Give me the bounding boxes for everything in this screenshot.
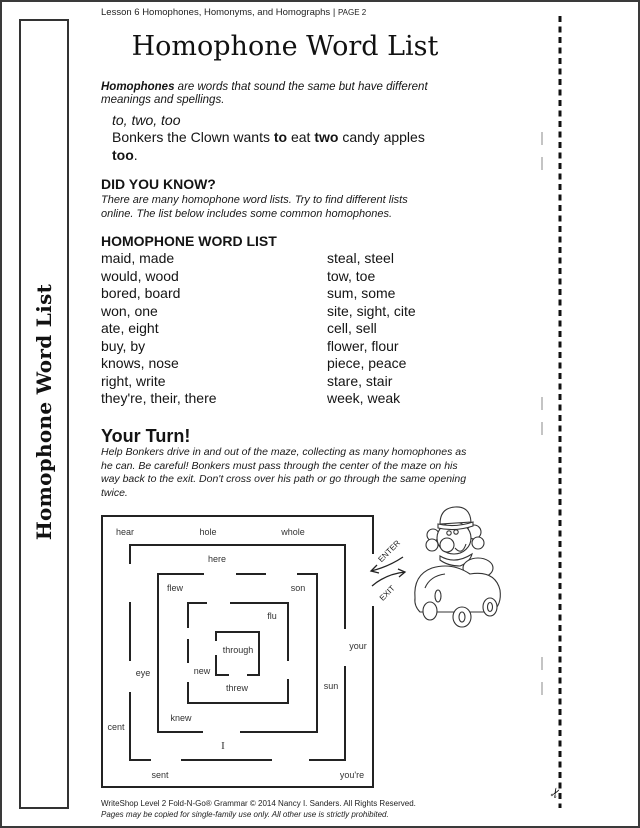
clown-nose: [440, 538, 454, 552]
did-you-know-line: There are many homophone word lists. Try to find different lists: [101, 194, 408, 206]
maze-word: flu: [267, 611, 277, 621]
sentence-bold-word: too: [112, 147, 134, 163]
maze-word: hear: [115, 527, 135, 537]
scissors-icon: [547, 785, 565, 802]
maze-word: cent: [107, 722, 125, 732]
page-title: Homophone Word List: [131, 31, 439, 62]
maze-word: you're: [339, 770, 365, 780]
word-pair: won, one: [101, 302, 158, 319]
word-pair: buy, by: [101, 337, 146, 354]
maze-word: hole: [199, 527, 217, 537]
word-pair: bored, board: [101, 285, 181, 301]
your-turn-heading: Your Turn!: [101, 426, 191, 446]
maze-word: knew: [170, 713, 192, 723]
instructions-line: he can. Be careful! Bonkers must pass through the center of the maze on his: [101, 459, 458, 472]
sentence-bold-word: two: [314, 129, 339, 145]
sentence-text: .: [133, 147, 138, 163]
maze-word: eye: [135, 668, 151, 678]
maze-word: through: [222, 645, 254, 655]
word-pair: piece, peace: [327, 355, 407, 371]
maze-word: whole: [281, 527, 305, 537]
word-pair: sum, some: [327, 285, 396, 301]
car-door-handle: [435, 590, 441, 602]
car-wheel: [423, 602, 437, 620]
word-pair: right, write: [101, 372, 166, 389]
enter-label: ENTER: [376, 538, 403, 565]
word-pair: would, wood: [101, 267, 179, 284]
word-pair: stare, stair: [327, 372, 393, 389]
word-pair: week, weak: [327, 390, 401, 406]
car-hubcap: [459, 612, 465, 622]
example-words: to, two, too: [112, 112, 181, 128]
word-pair: tow, toe: [327, 267, 376, 284]
word-pair: they're, their, there: [101, 390, 217, 406]
clown-hair: [426, 539, 438, 551]
maze-word: son: [290, 583, 306, 593]
word-list-heading: HOMOPHONE WORD LIST: [101, 233, 277, 249]
definition-term: Homophones: [101, 81, 175, 93]
car-hubcap: [488, 603, 493, 612]
maze-word: new: [193, 666, 211, 676]
clown-car-illustration: [415, 507, 501, 627]
word-pair: site, sight, cite: [327, 302, 416, 319]
did-you-know-line: online. The list below includes some common homophones.: [101, 208, 393, 220]
maze-word: sun: [323, 681, 339, 691]
instructions-line: Help Bonkers drive in and out of the maze, collecting as many homophones as: [101, 446, 467, 458]
instructions-line: way back to the exit. Don't cross over his path or go through the same opening: [101, 473, 467, 485]
copyright-line: WriteShop Level 2 Fold-N-Go® Grammar © 2014 Nancy I. Sanders. All Rights Reserved.: [101, 799, 416, 808]
sentence-text: eat: [287, 129, 315, 145]
exit-label: EXIT: [377, 583, 397, 603]
did-you-know-heading: DID YOU KNOW?: [101, 176, 216, 192]
word-pair: cell, sell: [327, 320, 377, 336]
clown-eye: [454, 530, 458, 534]
enter-indicator: [371, 538, 403, 573]
sentence-text: candy apples: [338, 129, 425, 145]
word-pair: ate, eight: [101, 320, 159, 336]
definition-text: are words that sound the same but have different: [174, 81, 428, 93]
side-tab-title: Homophone Word List: [32, 283, 56, 541]
word-pair: steal, steel: [327, 250, 394, 266]
clown-eye: [447, 531, 451, 535]
word-pair: flower, flour: [327, 337, 399, 354]
usage-line: Pages may be copied for single-family use only. All other use is strictly prohibited.: [101, 810, 389, 819]
exit-indicator: [372, 569, 405, 603]
instructions-line: twice.: [101, 486, 128, 499]
maze-word: threw: [225, 683, 249, 693]
definition-line-2: meanings and spellings.: [101, 94, 225, 106]
exit-arrow-icon: [372, 572, 405, 586]
svg-text:✂: ✂: [547, 784, 566, 802]
clown-hat: [440, 507, 471, 524]
maze-word: your: [349, 641, 367, 651]
page-number: PAGE 2: [337, 8, 367, 17]
word-pair: knows, nose: [101, 355, 179, 371]
maze-word: flew: [166, 583, 184, 593]
header-separator: |: [330, 7, 338, 18]
maze-word: sent: [151, 770, 169, 780]
maze-words: [107, 527, 366, 780]
word-pair: maid, made: [101, 250, 175, 266]
lesson-name: Lesson 6 Homophones, Homonyms, and Homographs: [101, 7, 331, 18]
clown-hair: [472, 537, 484, 549]
maze-word: I: [221, 740, 225, 752]
maze-word: here: [207, 554, 227, 564]
sentence-text: Bonkers the Clown wants: [112, 129, 274, 145]
sentence-bold-word: to: [273, 129, 288, 145]
